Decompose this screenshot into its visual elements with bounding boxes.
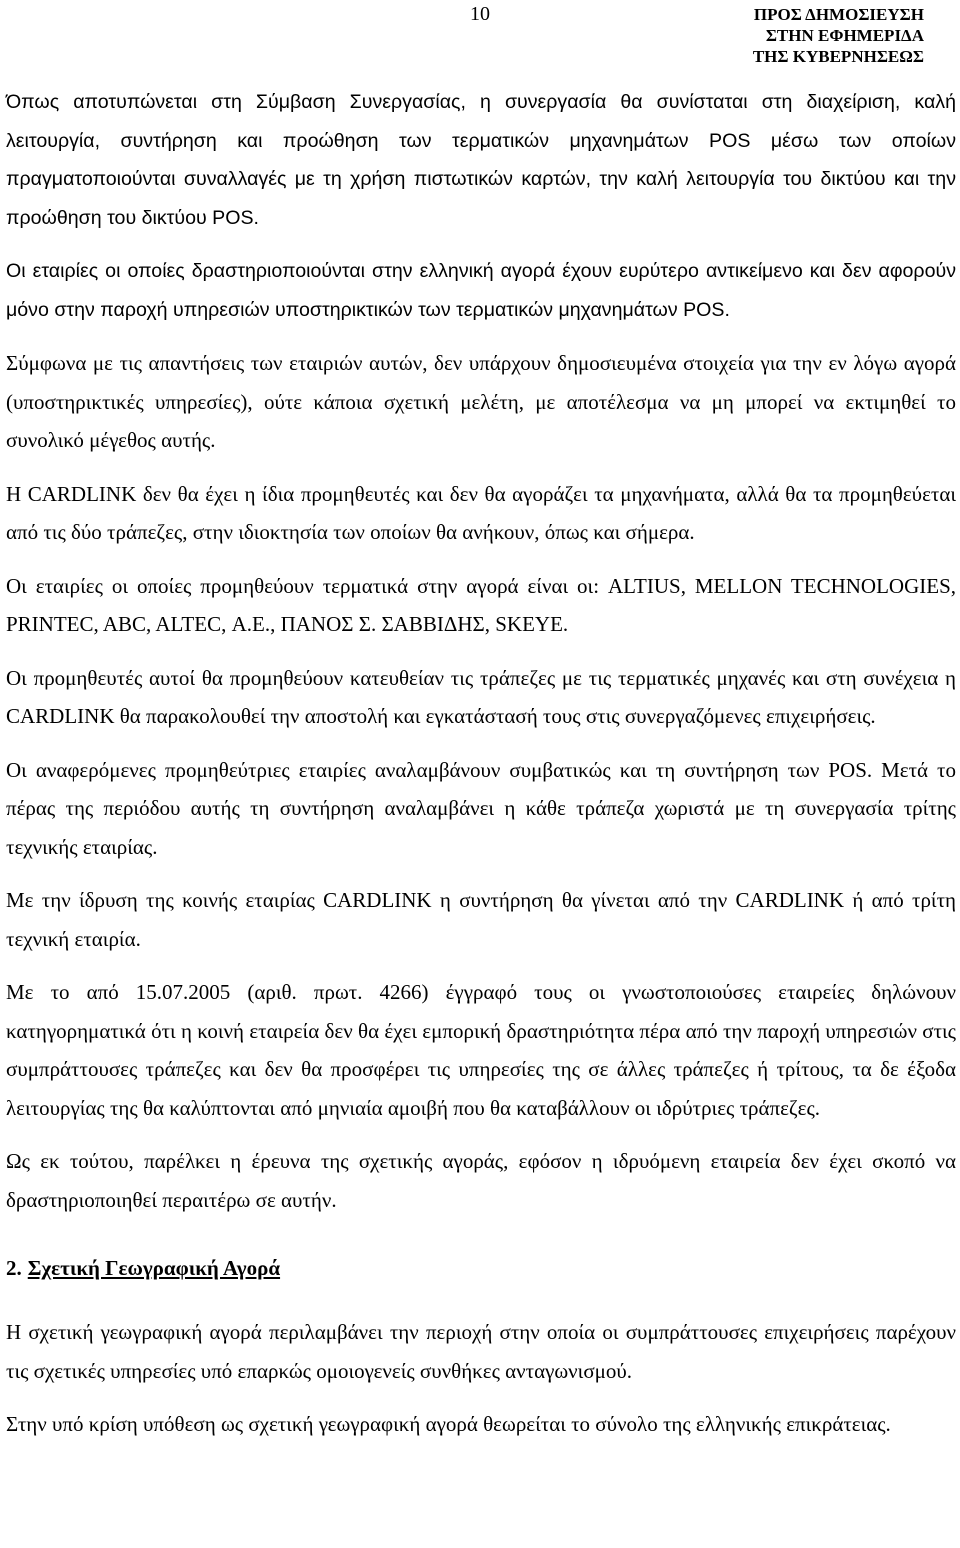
section-title: Σχετική Γεωγραφική Αγορά [27,1256,281,1280]
document-body [6,83,956,1459]
paragraph: Οι εταιρίες οι οποίες προμηθεύουν τερματικά στην αγορά είναι οι: ALTIUS, MELLON TECHNOLOGIES, PRINTEC, ABC, ALTEC, Α.Ε., ΠΑΝΟΣ Σ. ΣΑΒΒΙΔΗΣ, SKEYE. [6,573,956,636]
paragraph: Η CARDLINK δεν θα έχει η ίδια προμηθευτές και δεν θα αγοράζει τα μηχανήματα, αλλά θα τα προμηθεύεται από τις δύο τράπεζες, στην ιδιοκτησία των οποίων θα ανήκουν, όπως και σήμερα. [6,481,956,544]
paragraph: Οι εταιρίες οι οποίες δραστηριοποιούνται στην ελληνική αγορά έχουν ευρύτερο αντικείμενο και δεν αφορούν μόνο στην παροχή υπηρεσιών υποστηρικτικών των τερματικών μηχανημάτων POS. [6,260,956,321]
paragraph: Σύμφωνα με τις απαντήσεις των εταιριών αυτών, δεν υπάρχουν δημοσιευμένα στοιχεία για την εν λόγω αγορά (υποστηρικτικές υπηρεσίες), ούτε κάποια σχετική μελέτη, με αποτέλεσμα να μη μπορεί να εκτιμηθεί το συνολικό μέγεθος αυτής. [6,351,956,452]
paragraph: Ως εκ τούτου, παρέλκει η έρευνα της σχετικής αγοράς, εφόσον η ιδρυόμενη εταιρεία δεν έχει σκοπό να δραστηριοποιηθεί περαιτέρω σε αυτήν. [6,1149,956,1212]
publication-stamp [664,4,924,67]
paragraph: Οι αναφερόμενες προμηθεύτριες εταιρίες αναλαμβάνουν συμβατικώς και τη συντήρηση των POS. Μετά το πέρας της περιόδου αυτής τη συντήρηση αναλαμβάνει η κάθε τράπεζα χωριστά με τη συνεργασία τρίτης τεχνικής εταιρίας. [6,757,956,859]
paragraph: Με την ίδρυση της κοινής εταιρίας CARDLINK η συντήρηση θα γίνεται από την CARDLINK ή από τρίτη τεχνική εταιρία. [6,888,956,951]
paragraph: Οι προμηθευτές αυτοί θα προμηθεύουν κατευθείαν τις τράπεζες με τις τερματικές μηχανές και στη συνέχεια η CARDLINK θα παρακολουθεί την αποστολή και εγκατάστασή τους στις συνεργαζόμενες επιχειρήσεις. [6,665,956,728]
page-number: 10 [470,3,490,25]
section-heading [6,1253,956,1283]
paragraph: Στην υπό κρίση υπόθεση ως σχετική γεωγραφική αγορά θεωρείται το σύνολο της ελληνικής επικράτειας. [6,1412,891,1436]
stamp-line: ΣΤΗΝ ΕΦΗΜΕΡΙΔΑ [765,26,924,45]
paragraph: Όπως αποτυπώνεται στη Σύμβαση Συνεργασίας, η συνεργασία θα συνίσταται στη διαχείριση, καλή λειτουργία, συντήρηση και προώθηση των τερματικών μηχανημάτων POS μέσω των οποίων πραγματοποιούνται συναλλαγές με τη χρήση πιστωτικών καρτών, την καλή λειτουργία του δικτύου και την προώθηση του δικτύου POS. [6,91,956,229]
paragraph: Με το από 15.07.2005 (αριθ. πρωτ. 4266) έγγραφό τους οι γνωστοποιούσες εταιρείες δηλώνουν κατηγορηματικά ότι η κοινή εταιρεία δεν θα έχει εμπορική δραστηριότητα πέρα από την παροχή υπηρεσιών στις συμπράττουσες τράπεζες και δεν θα προσφέρει τις υπηρεσίες της σε άλλες τράπεζες ή τρίτους, τα δε έξοδα λειτουργίας της θα καλύπτονται από μηνιαία αμοιβή που θα καταβάλλουν οι ιδρύτριες τράπεζες. [6,980,956,1120]
section-number: 2. [6,1256,22,1280]
stamp-line: ΠΡΟΣ ΔΗΜΟΣΙΕΥΣΗ [753,5,924,24]
stamp-line: ΤΗΣ ΚΥΒΕΡΝΗΣΕΩΣ [752,47,924,66]
paragraph: Η σχετική γεωγραφική αγορά περιλαμβάνει την περιοχή στην οποία οι συμπράττουσες επιχειρήσεις παρέχουν τις σχετικές υπηρεσίες υπό επαρκώς ομοιογενείς συνθήκες ανταγωνισμού. [6,1320,956,1383]
